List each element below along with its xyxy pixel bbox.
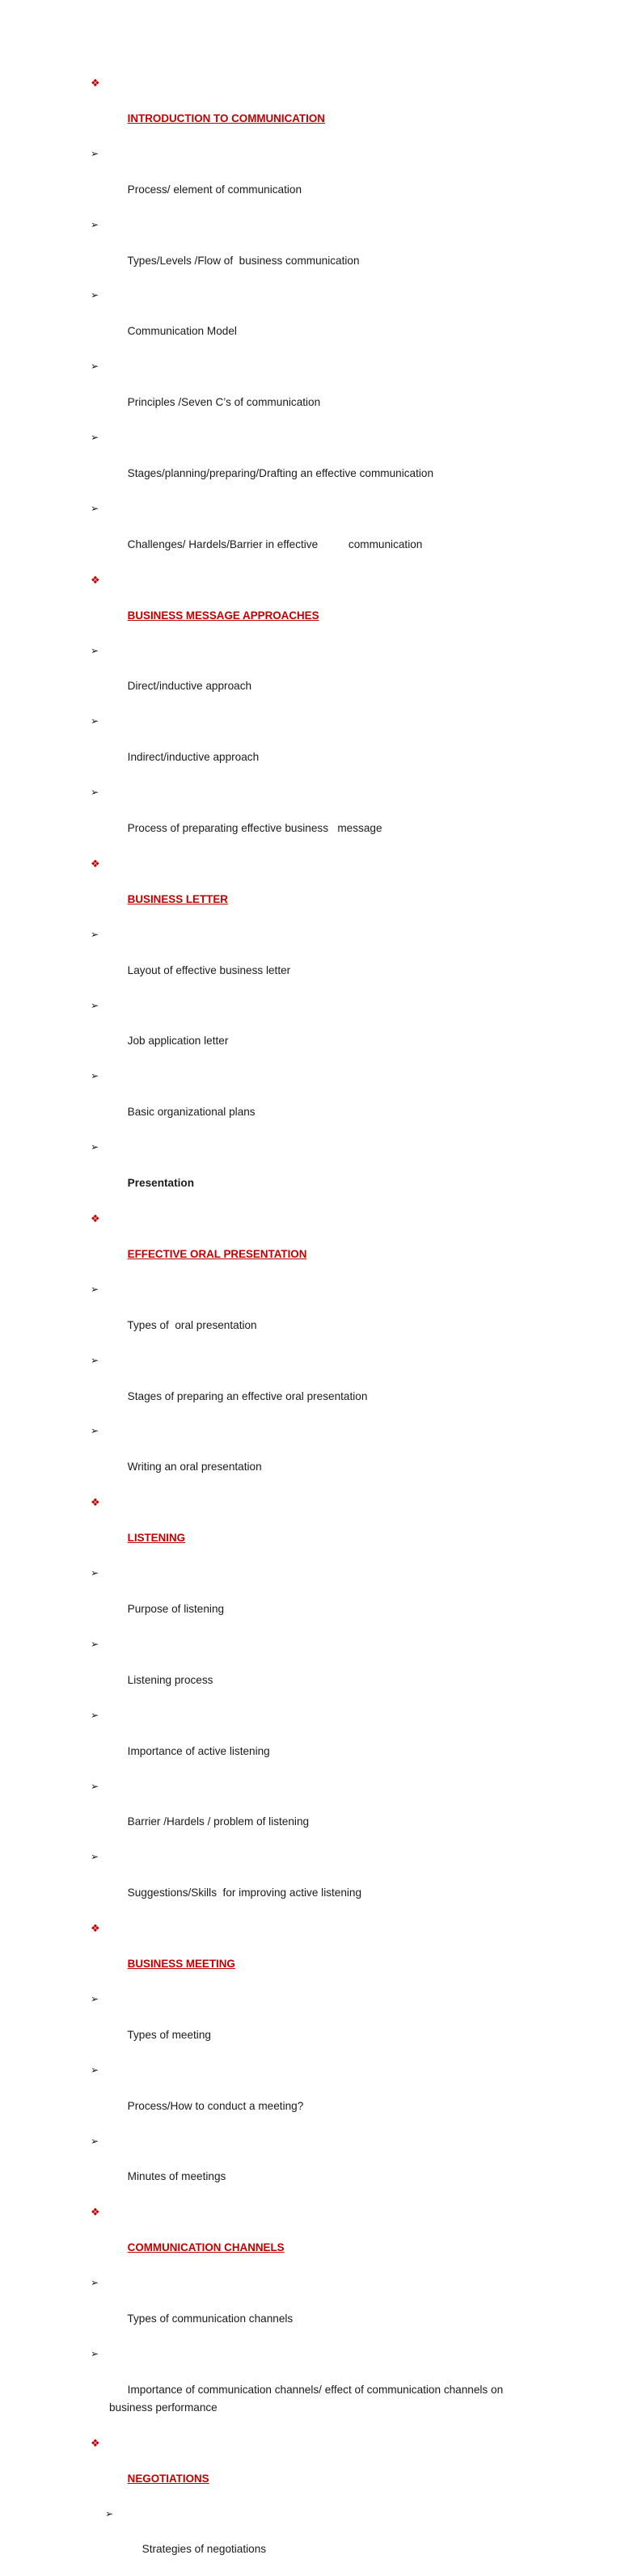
diamond-bullet-icon: ❖: [91, 77, 100, 89]
arrow-bullet-icon: ➢: [91, 644, 99, 656]
section-heading-label: COMMUNICATION CHANNELS: [127, 2241, 285, 2254]
arrow-bullet-icon: ➢: [91, 1851, 99, 1863]
list-item-label: Stages of preparing an effective oral presentation: [127, 1389, 368, 1402]
section-heading: [91, 74, 543, 145]
list-item: [105, 2506, 543, 2576]
list-item-label: Process/How to conduct a meeting?: [127, 2099, 304, 2112]
list-item-label: Indirect/inductive approach: [127, 751, 260, 764]
diamond-bullet-icon: ❖: [91, 573, 100, 586]
arrow-bullet-icon: ➢: [91, 1638, 99, 1650]
list-item: [91, 1778, 543, 1849]
arrow-bullet-icon: ➢: [91, 1992, 99, 2005]
list-item-label: Minutes of meetings: [127, 2170, 226, 2183]
list-item: [91, 358, 543, 429]
list-item-label: Process of preparating effective business message: [127, 822, 382, 835]
list-item-label: Writing an oral presentation: [127, 1461, 262, 1474]
section-heading: [91, 2203, 543, 2275]
section-heading-label: BUSINESS MESSAGE APPROACHES: [127, 609, 319, 622]
arrow-bullet-icon: ➢: [105, 2507, 114, 2519]
arrow-bullet-icon: ➢: [91, 360, 99, 373]
list-item: [91, 1849, 543, 1920]
list-item-label: Types of communication channels: [127, 2312, 294, 2325]
list-item: [91, 1352, 543, 1423]
diamond-bullet-icon: ❖: [91, 1922, 100, 1935]
list-item: [91, 997, 543, 1069]
list-item: [91, 2062, 543, 2133]
section-heading: [91, 855, 543, 926]
list-item-label: Presentation: [127, 1177, 195, 1190]
list-item: [91, 145, 543, 217]
list-item: [91, 1565, 543, 1636]
list-item-label: Purpose of listening: [127, 1602, 225, 1615]
section-heading-label: NEGOTIATIONS: [127, 2472, 209, 2485]
diamond-bullet-icon: ❖: [91, 1212, 100, 1225]
list-item: [91, 287, 543, 358]
list-item-label: Importance of communication channels/ effect of communication channels on business performance: [109, 2383, 506, 2414]
list-item-label: Suggestions/Skills for improving active listening: [127, 1887, 362, 1899]
list-item: [91, 429, 543, 500]
list-item-label: Barrier /Hardels / problem of listening: [127, 1815, 310, 1828]
list-item-label: Communication Model: [127, 325, 237, 338]
arrow-bullet-icon: ➢: [91, 1709, 99, 1721]
arrow-bullet-icon: ➢: [91, 218, 99, 230]
section-heading: [91, 571, 543, 643]
list-item: [91, 1423, 543, 1494]
arrow-bullet-icon: ➢: [91, 1354, 99, 1366]
arrow-bullet-icon: ➢: [91, 2135, 99, 2147]
list-item-label: Basic organizational plans: [127, 1106, 256, 1119]
list-item: [91, 1991, 543, 2062]
diamond-bullet-icon: ❖: [91, 2206, 100, 2219]
section-heading-label: INTRODUCTION TO COMMUNICATION: [127, 112, 325, 124]
diamond-bullet-icon: ❖: [91, 2436, 100, 2449]
list-item-label: Types of meeting: [127, 2028, 211, 2041]
section-heading: [91, 2435, 543, 2506]
section-heading: [91, 1210, 543, 1281]
list-item: [91, 217, 543, 288]
list-item: [91, 784, 543, 855]
arrow-bullet-icon: ➢: [91, 502, 99, 514]
list-item: [91, 1139, 543, 1210]
list-item-label: Strategies of negotiations: [142, 2543, 267, 2556]
section-heading-label: EFFECTIVE ORAL PRESENTATION: [127, 1247, 307, 1260]
list-item: [91, 1281, 543, 1352]
arrow-bullet-icon: ➢: [91, 786, 99, 799]
section-heading: [91, 1920, 543, 1991]
arrow-bullet-icon: ➢: [91, 1070, 99, 1082]
section-heading-label: LISTENING: [127, 1532, 186, 1545]
course-outline: [91, 74, 543, 2576]
arrow-bullet-icon: ➢: [91, 1141, 99, 1153]
list-item-label: Types of oral presentation: [127, 1318, 257, 1331]
arrow-bullet-icon: ➢: [91, 2277, 99, 2289]
arrow-bullet-icon: ➢: [91, 928, 99, 940]
list-item: [91, 1707, 543, 1778]
arrow-bullet-icon: ➢: [91, 147, 99, 159]
list-item: [91, 1636, 543, 1707]
section-heading: [91, 1494, 543, 1565]
section-heading-label: BUSINESS LETTER: [127, 892, 228, 905]
list-item: [91, 2133, 543, 2204]
list-item: [91, 713, 543, 784]
list-item-label: Layout of effective business letter: [127, 963, 291, 976]
list-item-label: Challenges/ Hardels/Barrier in effective communication: [127, 538, 423, 550]
diamond-bullet-icon: ❖: [91, 1496, 100, 1509]
diamond-bullet-icon: ❖: [91, 857, 100, 870]
list-item-label: Direct/inductive approach: [127, 680, 252, 693]
arrow-bullet-icon: ➢: [91, 1567, 99, 1579]
arrow-bullet-icon: ➢: [91, 1425, 99, 1437]
list-item-label: Process/ element of communication: [127, 183, 302, 196]
arrow-bullet-icon: ➢: [91, 2064, 99, 2076]
list-item-label: Listening process: [127, 1673, 213, 1686]
section-heading-label: BUSINESS MEETING: [127, 1958, 235, 1971]
arrow-bullet-icon: ➢: [91, 715, 99, 727]
list-item: [91, 1068, 543, 1139]
list-item: [91, 643, 543, 714]
list-item: [91, 2275, 543, 2346]
list-item-label: Job application letter: [127, 1035, 229, 1048]
arrow-bullet-icon: ➢: [91, 432, 99, 444]
arrow-bullet-icon: ➢: [91, 1780, 99, 1792]
list-item-label: Stages/planning/preparing/Drafting an effective communication: [127, 466, 434, 479]
list-item: [91, 500, 543, 571]
list-item: [91, 2346, 534, 2435]
arrow-bullet-icon: ➢: [91, 999, 99, 1011]
list-item: [91, 926, 543, 997]
list-item-label: Importance of active listening: [127, 1744, 270, 1757]
list-item-label: Principles /Seven C’s of communication: [127, 396, 321, 409]
arrow-bullet-icon: ➢: [91, 2348, 99, 2359]
arrow-bullet-icon: ➢: [91, 1283, 99, 1295]
list-item-label: Types/Levels /Flow of business communication: [127, 254, 360, 267]
arrow-bullet-icon: ➢: [91, 289, 99, 301]
